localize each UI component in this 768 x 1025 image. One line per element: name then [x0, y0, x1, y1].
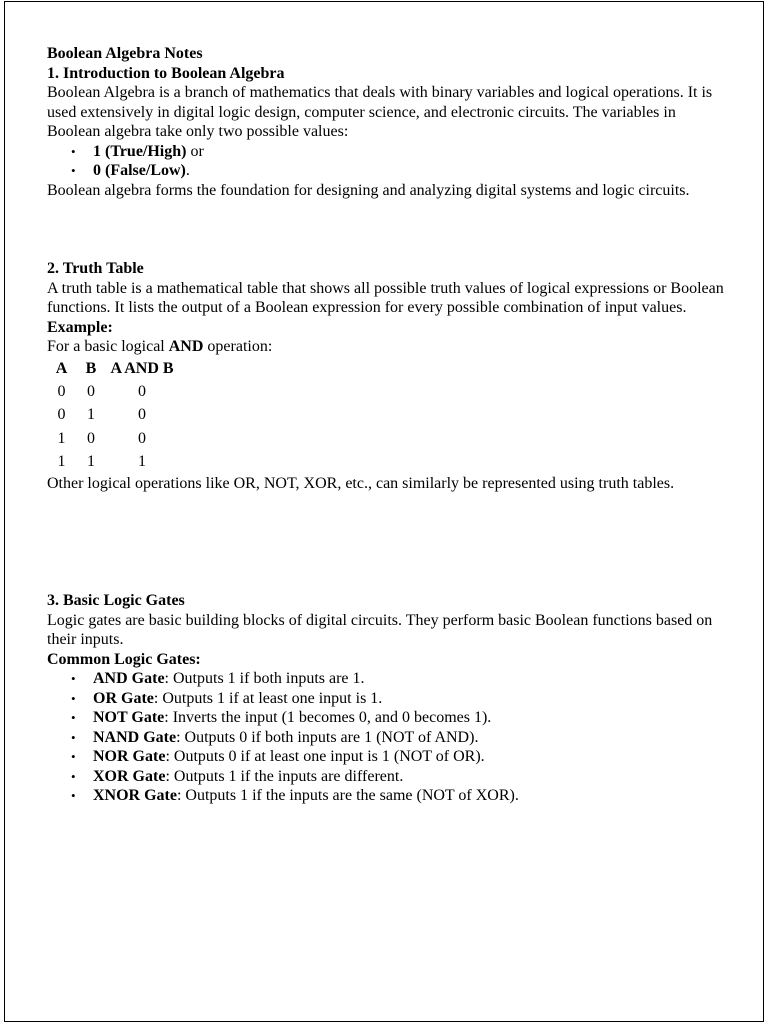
list-item-nor-gate	[47, 747, 727, 767]
truth-table-header-row	[47, 358, 178, 380]
section-2-closing: Other logical operations like OR, NOT, XOR, etc., can similarly be represented using truth tables.	[47, 474, 675, 492]
list-item-xor-gate	[47, 767, 727, 787]
table-cell: 1	[138, 453, 146, 470]
column-header-a: A	[55, 359, 68, 377]
table-cell: 0	[57, 382, 66, 400]
section-2-intro: A truth table is a mathematical table that shows all possible truth values of logical expressions or Boolean functions. It lists the output of a Boolean expression for every possible combination of input values.	[47, 279, 724, 316]
table-row	[47, 450, 178, 474]
list-item	[47, 142, 727, 162]
table-cell: 0	[87, 382, 95, 400]
section-1-intro: Boolean Algebra is a branch of mathematics that deals with binary variables and logical operations. It is used extensively in digital logic design, computer science, and electronic circuits. The variables in Boolean algebra take only two possible values:	[47, 84, 713, 140]
gate-description: : Outputs 1 if the inputs are different.	[165, 767, 404, 785]
gate-name: NOR Gate	[93, 748, 166, 765]
truth-table	[47, 358, 178, 474]
value-suffix: or	[186, 142, 204, 160]
table-cell: 1	[57, 453, 66, 470]
gate-description: : Outputs 1 if at least one input is 1.	[153, 689, 383, 707]
logic-gates-list	[47, 669, 727, 806]
table-cell: 1	[57, 429, 66, 447]
gate-name: OR Gate	[93, 689, 154, 707]
list-item-nand-gate	[47, 728, 727, 748]
table-cell: 1	[87, 453, 95, 470]
gate-description: : Outputs 1 if both inputs are 1.	[164, 670, 365, 687]
document-title: Boolean Algebra Notes	[47, 45, 203, 62]
section-1-closing: Boolean algebra forms the foundation for designing and analyzing digital systems and logic circuits.	[47, 181, 690, 199]
table-row	[47, 380, 178, 404]
gates-list-label: Common Logic Gates:	[47, 650, 201, 668]
gate-name: AND Gate	[93, 670, 165, 687]
value-suffix: .	[185, 162, 190, 179]
table-cell: 0	[87, 429, 95, 447]
example-lead-operator: AND	[168, 338, 204, 355]
table-cell: 0	[57, 406, 66, 423]
list-item-and-gate	[47, 669, 727, 689]
example-lead	[47, 337, 727, 357]
gate-description: : Outputs 0 if at least one input is 1 (NOT of OR).	[165, 748, 485, 765]
table-cell: 0	[138, 406, 146, 423]
gate-name: NAND Gate	[93, 728, 177, 746]
section-3-intro: Logic gates are basic building blocks of digital circuits. They perform basic Boolean functions based on their inputs.	[47, 611, 713, 648]
column-header-a-and-b: A AND B	[110, 359, 174, 377]
document-body	[47, 44, 727, 806]
section-spacer	[47, 493, 727, 591]
gate-description: : Outputs 0 if both inputs are 1 (NOT of AND).	[176, 728, 479, 746]
list-item-xnor-gate	[47, 786, 727, 806]
section-3-heading: 3. Basic Logic Gates	[47, 592, 185, 609]
list-item	[47, 161, 727, 181]
document-page	[4, 1, 764, 1022]
example-lead-text: For a basic logical	[47, 338, 169, 355]
gate-description: : Inverts the input (1 becomes 0, and 0 becomes 1).	[164, 709, 492, 726]
value-term: 0 (False/Low)	[93, 162, 186, 179]
list-item-not-gate	[47, 708, 727, 728]
example-label: Example:	[47, 318, 113, 336]
gate-name: XNOR Gate	[93, 787, 177, 804]
section-spacer	[47, 200, 727, 259]
list-item-or-gate	[47, 689, 727, 709]
table-cell: 0	[138, 382, 146, 400]
gate-description: : Outputs 1 if the inputs are the same (NOT of XOR).	[176, 787, 519, 804]
example-lead-tail: operation:	[203, 338, 273, 355]
table-row	[47, 427, 178, 451]
table-row	[47, 403, 178, 427]
gate-name: XOR Gate	[93, 767, 166, 785]
column-header-b: B	[85, 359, 97, 377]
value-term: 1 (True/High)	[93, 142, 187, 160]
gate-name: NOT Gate	[93, 709, 165, 726]
table-cell: 0	[138, 429, 146, 447]
section-2-heading: 2. Truth Table	[47, 260, 144, 277]
boolean-values-list	[47, 142, 727, 181]
table-cell: 1	[87, 406, 95, 423]
section-1-heading: 1. Introduction to Boolean Algebra	[47, 64, 285, 82]
